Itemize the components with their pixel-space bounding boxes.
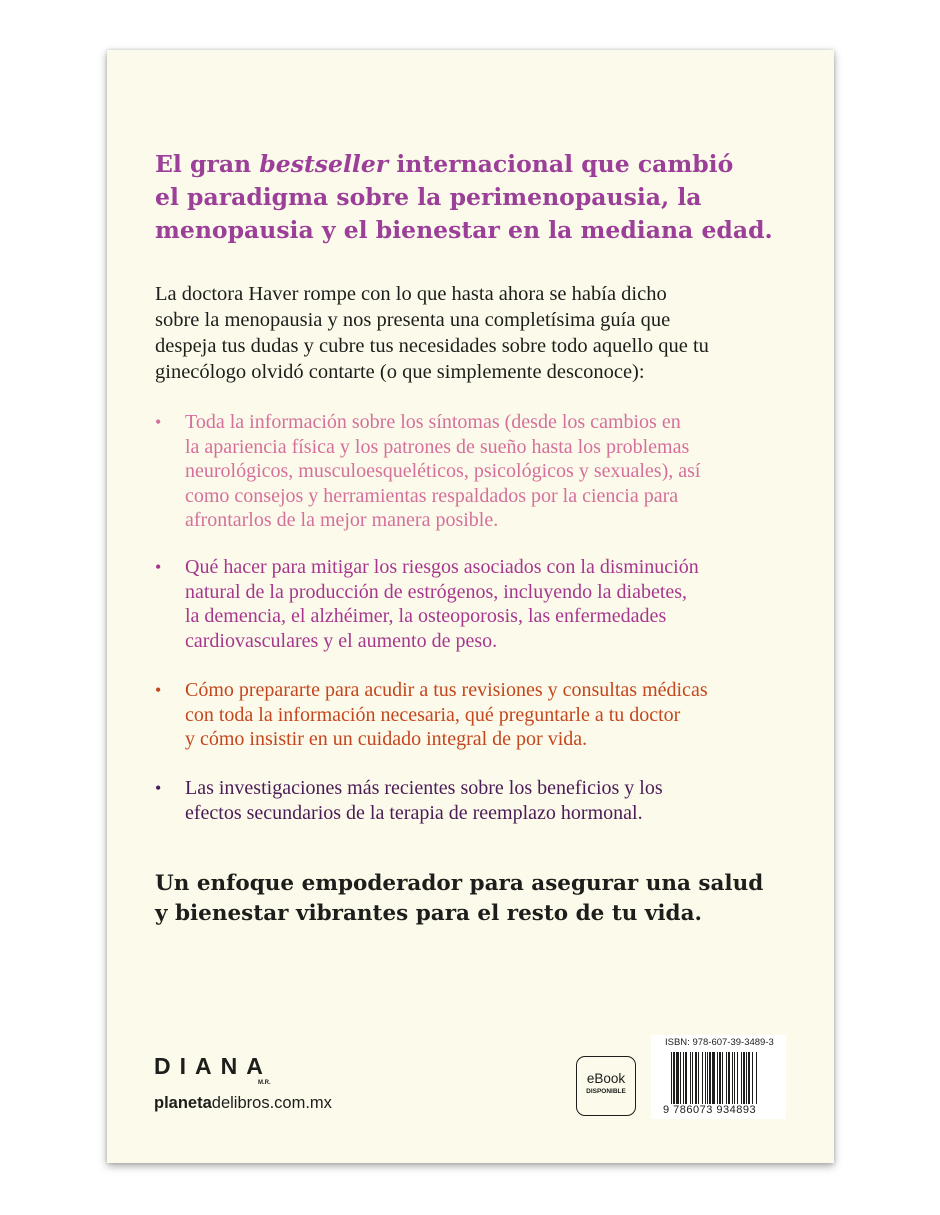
feature-text (185, 776, 795, 825)
publisher-website (154, 1094, 332, 1113)
intro-line: ginecólogo olvidó contarte (o que simplemente desconoce): (155, 361, 645, 383)
feature-line: la apariencia física y los patrones de sueño hasta los problemas (185, 435, 690, 458)
ebook-badge (576, 1056, 636, 1116)
feature-text (185, 555, 795, 653)
intro-line: sobre la menopausia y nos presenta una completísima guía que (155, 309, 671, 331)
feature-line: Las investigaciones más recientes sobre los beneficios y los (185, 777, 663, 799)
feature-line: y cómo insistir en un cuidado integral de por vida. (185, 728, 588, 750)
website-part-mid: delibros (211, 1094, 270, 1112)
bullet-marker: • (155, 412, 162, 432)
headline-line-1-post: internacional que cambió (388, 150, 734, 178)
intro-line: despeja tus dudas y cubre tus necesidades sobre todo aquello que tu (155, 335, 709, 357)
website-part-bold: planeta (154, 1094, 212, 1112)
feature-line: Cómo prepararte para acudir a tus revisiones y consultas médicas (185, 679, 708, 701)
feature-line: Qué hacer para mitigar los riesgos asociados con la disminución (185, 556, 699, 578)
isbn-label: ISBN: 978-607-39-3489-3 (665, 1037, 774, 1048)
barcode-number: 9 786073 934893 (663, 1104, 757, 1116)
feature-line: cardiovasculares y el aumento de peso. (185, 629, 498, 652)
bullet-marker: • (155, 680, 162, 700)
bullet-marker: • (155, 557, 162, 577)
headline-line-1 (155, 148, 775, 181)
feature-text (185, 678, 795, 752)
headline-line-1-pre: El gran (155, 150, 260, 178)
intro-paragraph (155, 281, 795, 385)
barcode-icon (671, 1052, 775, 1104)
intro-line: La doctora Haver rompe con lo que hasta ahora se había dicho (155, 283, 667, 305)
publisher-logo: DIANA (154, 1053, 272, 1079)
feature-line: neurológicos, musculoesqueléticos, psicológicos y sexuales), así (185, 460, 701, 482)
feature-line: la demencia, el alzhéimer, la osteoporosis, las enfermedades (185, 605, 667, 627)
headline-emphasis: bestseller (259, 150, 389, 178)
headline-line-2: el paradigma sobre la perimenopausia, la (155, 183, 702, 211)
bullet-marker: • (155, 778, 162, 798)
feature-line: con toda la información necesaria, qué preguntarle a tu doctor (185, 703, 681, 726)
closing-line: y bienestar vibrantes para el resto de tu vida. (155, 901, 702, 926)
feature-line: como consejos y herramientas respaldados por la ciencia para (185, 484, 679, 507)
headline-line-3: menopausia y el bienestar en la mediana edad. (155, 216, 773, 244)
closing-statement (155, 869, 795, 929)
feature-line: efectos secundarios de la terapia de reemplazo hormonal. (185, 801, 643, 824)
registered-mark: M.R. (258, 1080, 271, 1086)
feature-text (185, 410, 795, 533)
ebook-title: eBook (586, 1071, 626, 1086)
feature-line: natural de la producción de estrógenos, incluyendo la diabetes, (185, 580, 688, 603)
barcode-block (651, 1035, 786, 1119)
website-part-domain: .com.mx (269, 1094, 332, 1112)
closing-line: Un enfoque empoderador para asegurar una salud (155, 871, 764, 896)
ebook-subtitle: DISPONIBLE (586, 1088, 626, 1095)
book-back-cover (107, 50, 834, 1163)
headline (155, 148, 775, 247)
feature-line: Toda la información sobre los síntomas (desde los cambios en (185, 411, 681, 433)
feature-line: afrontarlos de la mejor manera posible. (185, 509, 499, 531)
